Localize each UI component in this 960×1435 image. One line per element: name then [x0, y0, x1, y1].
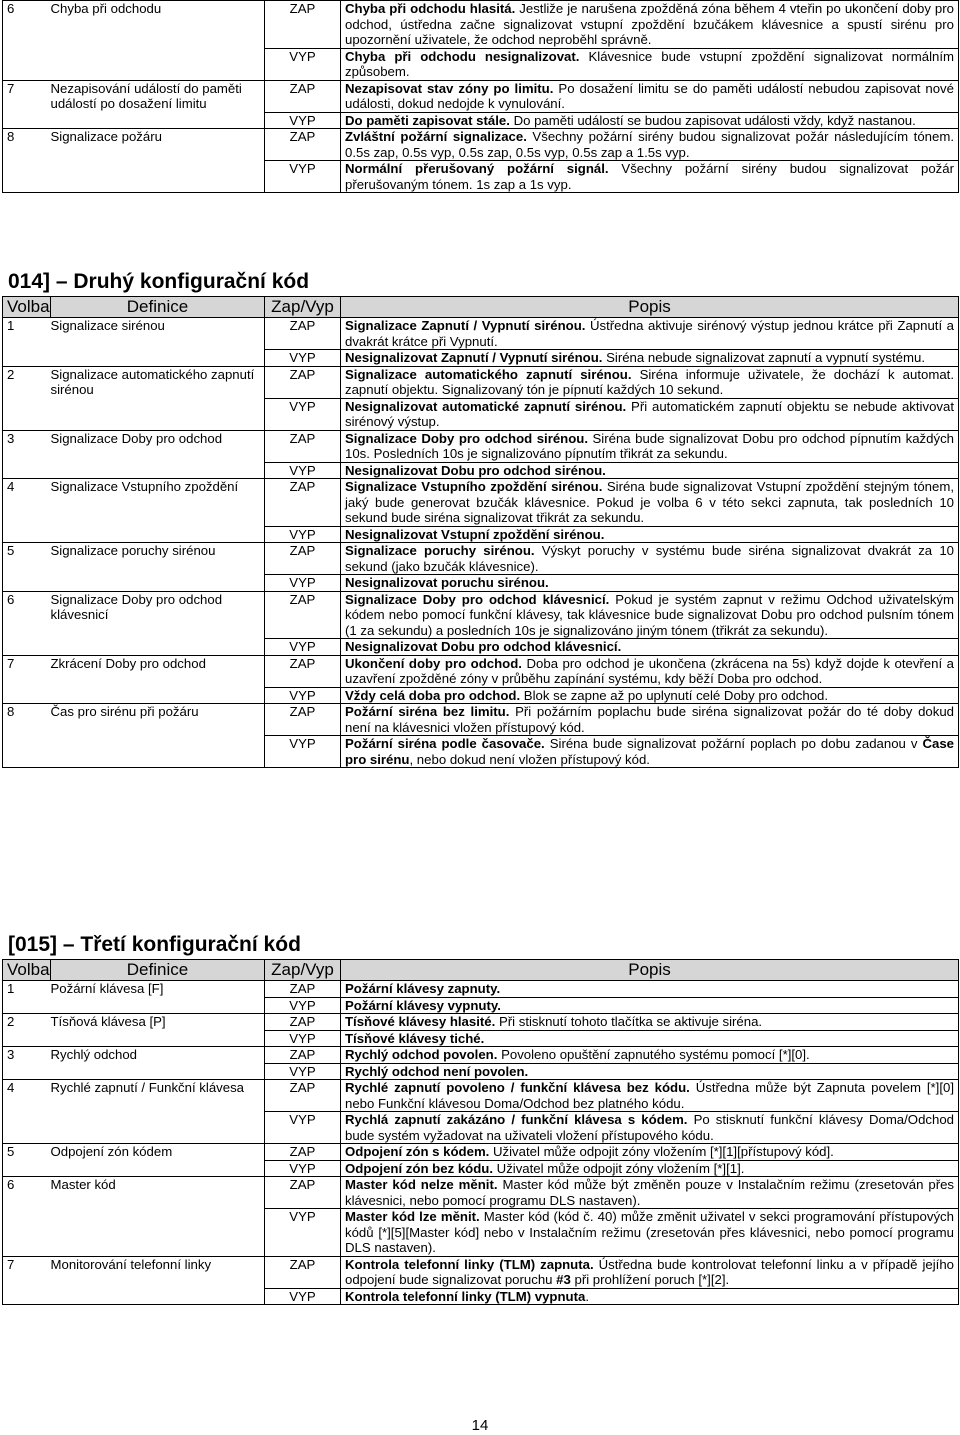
description-text: Všechny požární sirény budou signalizovat požár následujícím tónem. 0.5s zap, 0.5s vyp, 0.5s zap, 0.5s vyp, 0.5s zap a 1.5s vyp.: [345, 129, 954, 160]
description-title: Rychlý odchod není povolen.: [345, 1063, 529, 1079]
option-state: ZAP: [265, 1047, 341, 1064]
option-description: [341, 350, 959, 367]
header-definice: Definice: [51, 297, 265, 318]
option-number: 8: [3, 704, 51, 768]
option-description: [341, 1080, 959, 1112]
description-text: Uživatel může odpojit zóny vložením [*][1].: [493, 1160, 745, 1176]
table-row: [3, 366, 959, 398]
option-description: [341, 462, 959, 479]
option-definition: Rychlý odchod: [51, 1047, 265, 1080]
option-definition: Chyba při odchodu: [51, 1, 265, 81]
description-text: Siréna bude signalizovat Vstupní zpoždění stejným tónem, jaký bude generovat bzučák klávesnice. Pokud je volba 6 v této sekci zapnuta, tak posledních 10 sekund bude siréna signalizovat třikrát za sekundu.: [345, 479, 954, 525]
description-text: Master kód může být změněn pouze v Instalačním režimu (zresetován přes klávesnici, nebo pomocí programu DLS nastaven).: [345, 1177, 955, 1208]
description-text: .: [585, 1288, 589, 1304]
option-state: VYP: [265, 1112, 341, 1144]
option-description: [341, 161, 959, 193]
description-text: Při automatickém zapnutí objektu se nebude aktivovat sirénový výstup.: [345, 398, 954, 429]
option-number: 6: [3, 1177, 51, 1257]
option-state: ZAP: [265, 591, 341, 639]
table-row: [3, 981, 959, 998]
option-description: [341, 1160, 959, 1177]
option-description: [341, 1177, 959, 1209]
option-number: 8: [3, 129, 51, 193]
option-number: 3: [3, 1047, 51, 1080]
option-description: [341, 1030, 959, 1047]
table-header-row: [3, 960, 959, 981]
option-description: [341, 1014, 959, 1031]
option-state: VYP: [265, 161, 341, 193]
option-state: ZAP: [265, 80, 341, 112]
config-table-continued: [2, 0, 959, 193]
option-state: ZAP: [265, 655, 341, 687]
option-description: [341, 655, 959, 687]
table-row: [3, 704, 959, 736]
option-description: [341, 591, 959, 639]
option-state: VYP: [265, 1030, 341, 1047]
section-title-015: [015] – Třetí konfigurační kód: [8, 933, 301, 956]
description-text: Po dosažení limitu se do paměti událostí nebudou zapisovat nové události, dokud nedojde k vynulování.: [345, 80, 954, 111]
option-number: 1: [3, 981, 51, 1014]
option-definition: Signalizace automatického zapnutí sirénou: [51, 366, 265, 430]
option-state: ZAP: [265, 1080, 341, 1112]
table-row: [3, 1080, 959, 1112]
description-emphasis: #3: [556, 1272, 571, 1287]
option-description: [341, 479, 959, 527]
config-table-014: [2, 296, 959, 768]
option-number: 4: [3, 1080, 51, 1144]
header-volba: Volba: [3, 960, 51, 981]
option-state: VYP: [265, 1209, 341, 1257]
option-description: [341, 318, 959, 350]
option-number: 5: [3, 543, 51, 592]
option-description: [341, 129, 959, 161]
description-title: Požární klávesy vypnuty.: [345, 997, 501, 1013]
table-row: [3, 479, 959, 527]
table-row: [3, 1144, 959, 1161]
description-title: Požární siréna podle časovače.: [345, 736, 545, 751]
description-title: Master kód nelze měnit.: [345, 1177, 498, 1192]
page-number: 14: [471, 1417, 489, 1434]
description-text: Siréna bude signalizovat Dobu pro odchod pípnutím každých 10s. Posledních 10s je signalizováno pípnutím třikrát za sekundu.: [345, 430, 954, 461]
description-title: Nesignalizovat Zapnutí / Vypnutí sirénou.: [345, 350, 603, 365]
option-state: VYP: [265, 526, 341, 543]
section-title-014: 014] – Druhý konfigurační kód: [8, 270, 310, 293]
description-title: Signalizace Vstupního zpoždění sirénou.: [345, 479, 603, 494]
header-popis: Popis: [341, 960, 959, 981]
option-state: ZAP: [265, 129, 341, 161]
description-text: Povoleno opuštění zapnutého systému pomocí [*][0].: [497, 1047, 810, 1062]
option-description: [341, 543, 959, 575]
description-text: Do paměti událostí se budou zapisovat události vždy, když nastanou.: [509, 112, 916, 128]
table-row: [3, 129, 959, 161]
option-description: [341, 1288, 959, 1305]
option-description: [341, 1209, 959, 1257]
description-text: Všechny požární sirény budou signalizovat požár přerušovaným tónem. 1s zap a 1s vyp.: [345, 161, 954, 192]
option-description: [341, 430, 959, 462]
option-state: VYP: [265, 48, 341, 80]
option-number: 4: [3, 479, 51, 543]
description-text: Uživatel může odpojit zóny vložením [*][1][přístupový kód].: [489, 1144, 834, 1159]
option-description: [341, 1112, 959, 1144]
description-text: Při požárním poplachu bude siréna signalizovat požár do té doby dokud není na klávesnici vložen přístupový kód.: [345, 704, 954, 735]
option-definition: Signalizace Vstupního zpoždění: [51, 479, 265, 543]
config-table-015: [2, 959, 959, 1305]
description-title: Rychlé zapnutí povoleno / funkční klávesa bez kódu.: [345, 1080, 690, 1095]
description-title: Tísňové klávesy tiché.: [345, 1030, 485, 1046]
description-title: Požární klávesy zapnuty.: [345, 981, 501, 996]
option-state: ZAP: [265, 366, 341, 398]
option-description: [341, 1063, 959, 1080]
option-state: VYP: [265, 687, 341, 704]
description-text: Master kód (kód č. 40) může změnit uživatel v sekci programování přístupových kódů [*][5][Master kód] nebo v Instalačním režimu (zresetován přes klávesnici, nebo pomocí programu DLS nastaven).: [345, 1209, 954, 1255]
description-title: Odpojení zón bez kódu.: [345, 1160, 493, 1176]
option-state: VYP: [265, 1288, 341, 1305]
description-title: Signalizace automatického zapnutí sirénou.: [345, 366, 632, 382]
description-text: Blok se zapne až po uplynutí celé Doby pro odchod.: [520, 687, 829, 703]
option-description: [341, 704, 959, 736]
option-definition: Signalizace Doby pro odchod: [51, 430, 265, 479]
description-title: Kontrola telefonní linky (TLM) vypnuta: [345, 1288, 586, 1304]
description-text: Jestliže je narušena zpožděná zóna během 4 vteřin po ukončení doby pro odchod, ústředna začne signalizovat vstupní zpoždění bzučákem klávesnice a spustí sirénu pro upozornění uživatele, že odchod neproběhl správně.: [345, 1, 954, 47]
option-definition: Zkrácení Doby pro odchod: [51, 655, 265, 704]
option-description: [341, 112, 959, 129]
header-zapvyp: Zap/Vyp: [265, 960, 341, 981]
option-number: 2: [3, 366, 51, 430]
description-title: Kontrola telefonní linky (TLM) zapnuta.: [345, 1256, 594, 1272]
option-state: ZAP: [265, 1177, 341, 1209]
option-number: 1: [3, 318, 51, 367]
description-text: Siréna informuje uživatele, že dochází k automat. zapnutí objektu. Signalizovaný tón je pípnutí každých 10 sekund.: [345, 366, 954, 397]
description-emphasis: Čase pro sirénu: [345, 736, 954, 767]
description-title: Signalizace Zapnutí / Vypnutí sirénou.: [345, 318, 586, 333]
description-title: Nesignalizovat poruchu sirénou.: [345, 575, 549, 590]
option-state: ZAP: [265, 1256, 341, 1288]
option-state: VYP: [265, 350, 341, 367]
table-row: [3, 1177, 959, 1209]
option-definition: Rychlé zapnutí / Funkční klávesa: [51, 1080, 265, 1144]
option-definition: Tísňová klávesa [P]: [51, 1014, 265, 1047]
option-state: VYP: [265, 997, 341, 1014]
description-title: Signalizace Doby pro odchod klávesnicí.: [345, 591, 610, 607]
option-description: [341, 366, 959, 398]
option-state: ZAP: [265, 704, 341, 736]
option-definition: Master kód: [51, 1177, 265, 1257]
option-state: VYP: [265, 112, 341, 129]
option-state: VYP: [265, 575, 341, 592]
option-description: [341, 687, 959, 704]
description-title: Odpojení zón s kódem.: [345, 1144, 490, 1159]
option-definition: Nezapisování událostí do paměti událostí po dosažení limitu: [51, 80, 265, 129]
description-text: Ústředna může být Zapnuta povelem [*][0] nebo Funkční klávesou Doma/Odchod bez platného kódu.: [345, 1080, 954, 1111]
description-text: Výskyt poruchy v systému bude siréna signalizovat dvakrát za 10 sekund (jako bzučák klávesnice).: [345, 543, 954, 574]
option-state: VYP: [265, 639, 341, 656]
header-definice: Definice: [51, 960, 265, 981]
option-state: ZAP: [265, 430, 341, 462]
description-title: Zvláštní požární signalizace.: [345, 129, 527, 144]
option-state: VYP: [265, 736, 341, 768]
description-title: Nezapisovat stav zóny po limitu.: [345, 80, 554, 96]
table-row: [3, 80, 959, 112]
description-title: Do paměti zapisovat stále.: [345, 112, 510, 128]
option-description: [341, 575, 959, 592]
option-state: VYP: [265, 1160, 341, 1177]
option-definition: Signalizace poruchy sirénou: [51, 543, 265, 592]
option-definition: Signalizace Doby pro odchod klávesnicí: [51, 591, 265, 655]
option-number: 7: [3, 80, 51, 129]
description-title: Požární siréna bez limitu.: [345, 704, 510, 719]
option-description: [341, 526, 959, 543]
option-number: 6: [3, 1, 51, 81]
description-title: Chyba při odchodu nesignalizovat.: [345, 48, 580, 64]
option-state: ZAP: [265, 479, 341, 527]
table-row: [3, 1256, 959, 1288]
option-state: ZAP: [265, 981, 341, 998]
option-description: [341, 80, 959, 112]
description-text: Siréna nebude signalizovat zapnutí a vypnutí systému.: [602, 350, 925, 365]
table-header-row: [3, 297, 959, 318]
option-description: [341, 1256, 959, 1288]
description-text: Pokud je systém zapnut v režimu Odchod uživatelským kódem nebo pomocí funkční klávesy, tak klávesnice bude signalizovat Dobu pro odchod pulsním tónem (1 za sekundu) a posledních 10s je signalizováno jiným tónem (třikrát za sekundu).: [345, 591, 954, 638]
option-definition: Signalizace sirénou: [51, 318, 265, 367]
table-row: [3, 543, 959, 575]
description-text: Ústředna bude kontrolovat telefonní linku a v případě jejího odpojení bude signalizovat poruchu: [345, 1256, 954, 1287]
option-state: ZAP: [265, 1, 341, 49]
table-row: [3, 591, 959, 639]
option-description: [341, 981, 959, 998]
option-number: 7: [3, 655, 51, 704]
header-popis: Popis: [341, 297, 959, 318]
description-title: Signalizace Doby pro odchod sirénou.: [345, 430, 588, 446]
option-state: ZAP: [265, 1144, 341, 1161]
option-description: [341, 398, 959, 430]
option-definition: Požární klávesa [F]: [51, 981, 265, 1014]
option-description: [341, 639, 959, 656]
option-description: [341, 1144, 959, 1161]
header-zapvyp: Zap/Vyp: [265, 297, 341, 318]
option-description: [341, 997, 959, 1014]
option-state: ZAP: [265, 1014, 341, 1031]
option-state: ZAP: [265, 318, 341, 350]
description-title: Tísňové klávesy hlasité.: [345, 1014, 496, 1029]
table-row: [3, 1047, 959, 1064]
description-title: Master kód lze měnit.: [345, 1209, 480, 1224]
option-description: [341, 1047, 959, 1064]
description-text: Siréna bude signalizovat požární poplach po dobu zadanou v: [544, 736, 923, 751]
option-state: VYP: [265, 398, 341, 430]
description-title: Nesignalizovat Dobu pro odchod klávesnicí.: [345, 639, 622, 654]
description-text: Doba pro odchod je ukončena (zkrácena na 5s) když dojde k otevření a uzavření zpožděné zóny v průběhu zapínání systému, kdy běží Doba pro odchod.: [345, 655, 954, 686]
header-volba: Volba: [3, 297, 51, 318]
table-row: [3, 1, 959, 49]
description-text: Klávesnice bude vstupní zpoždění signalizovat normálním způsobem.: [345, 48, 954, 79]
description-title: Ukončení doby pro odchod.: [345, 655, 522, 671]
option-definition: Čas pro sirénu při požáru: [51, 704, 265, 768]
description-title: Nesignalizovat automatické zapnutí sirénou.: [345, 398, 627, 414]
description-title: Vždy celá doba pro odchod.: [345, 687, 521, 703]
option-definition: Odpojení zón kódem: [51, 1144, 265, 1177]
option-definition: Monitorování telefonní linky: [51, 1256, 265, 1305]
option-number: 3: [3, 430, 51, 479]
description-title: Rychlý odchod povolen.: [345, 1047, 498, 1062]
option-definition: Signalizace požáru: [51, 129, 265, 193]
option-number: 6: [3, 591, 51, 655]
option-description: [341, 48, 959, 80]
option-number: 7: [3, 1256, 51, 1305]
description-title: Chyba při odchodu hlasitá.: [345, 1, 516, 16]
option-state: ZAP: [265, 543, 341, 575]
description-title: Rychlá zapnutí zakázáno / funkční klávesa s kódem.: [345, 1112, 688, 1127]
description-text: Ústředna aktivuje sirénový výstup jednou krátce při Zapnutí a dvakrát krátce při Vypnutí.: [345, 318, 954, 349]
table-row: [3, 318, 959, 350]
table-row: [3, 1014, 959, 1031]
description-text: , nebo dokud není vložen přístupový kód.: [409, 751, 650, 767]
description-title: Nesignalizovat Vstupní zpoždění sirénou.: [345, 526, 605, 542]
description-title: Normální přerušovaný požární signál.: [345, 161, 609, 176]
table-row: [3, 655, 959, 687]
option-number: 5: [3, 1144, 51, 1177]
description-text: při prohlížení poruch [*][2].: [570, 1272, 730, 1287]
option-description: [341, 736, 959, 768]
option-state: VYP: [265, 1063, 341, 1080]
description-title: Signalizace poruchy sirénou.: [345, 543, 535, 558]
option-state: VYP: [265, 462, 341, 479]
description-title: Nesignalizovat Dobu pro odchod sirénou.: [345, 462, 606, 478]
table-row: [3, 430, 959, 462]
description-text: Při stisknutí tohoto tlačítka se aktivuje siréna.: [495, 1014, 763, 1029]
description-text: Po stisknutí funkční klávesy Doma/Odchod bude systém vyžadovat na uživateli vložení přístupového kódu.: [345, 1112, 954, 1143]
option-number: 2: [3, 1014, 51, 1047]
option-description: [341, 1, 959, 49]
